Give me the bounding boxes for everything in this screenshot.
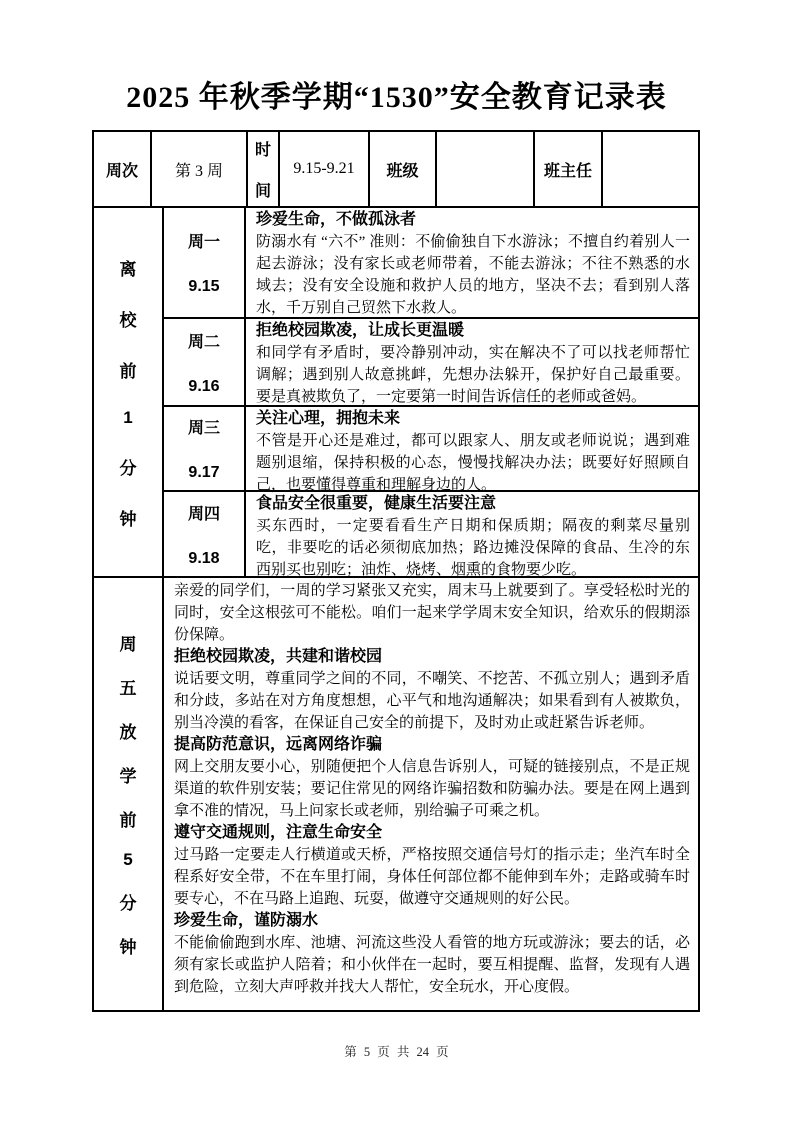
daily-rows	[164, 208, 698, 576]
table-row-wednesday	[164, 407, 698, 492]
page-number: 第 5 页 共 24 页	[344, 1045, 449, 1059]
day-date: 9.16	[188, 377, 220, 395]
vertical-label-char: 学	[119, 767, 137, 786]
friday-topic-body: 过马路一定要走人行横道或天桥，严格按照交通信号灯的指示走；坐汽车时全程系好安全带，不在车里打闹，身体任何部位都不能伸到车外；走路或骑车时要专心，不在马路上追跑、玩耍，做遵守交通规则的好公民。	[174, 847, 690, 907]
vertical-label-char: 时	[254, 142, 271, 159]
vertical-label-char: 校	[119, 310, 137, 330]
table-row-monday	[164, 208, 698, 319]
daily-side-label	[94, 208, 164, 576]
vertical-label-char: 1	[123, 407, 133, 427]
day-label: 周一	[187, 234, 220, 251]
day-date: 9.17	[188, 464, 220, 481]
head-teacher-label: 班主任	[535, 132, 603, 206]
friday-topic-heading: 拒绝校园欺凌，共建和谐校园	[174, 648, 383, 665]
topic-cell	[246, 319, 698, 405]
day-label: 周二	[187, 333, 220, 351]
page-title: 2025 年秋季学期“1530”安全教育记录表	[126, 81, 667, 114]
vertical-label-char: 五	[119, 679, 137, 698]
day-cell	[164, 319, 246, 405]
day-date: 9.15	[188, 278, 220, 295]
friday-topic-body: 网上交朋友要小心，别随便把个人信息告诉别人，可疑的链接别点，不是正规渠道的软件别安装；要记住常见的网络诈骗招数和防骗办法。要是在网上遇到拿不准的情况，马上问家长或老师，别给骗子可乘之机。	[174, 759, 690, 819]
friday-topic-body: 不能偷偷跑到水库、池塘、河流这些没人看管的地方玩或游泳；要去的话，必须有家长或监护人陪着；和小伙伴在一起时，要互相提醒、监督，发现有人遇到危险，立刻大声呼救并找大人帮忙，安全玩水，开心度假。	[174, 935, 690, 995]
vertical-label-char: 分	[119, 458, 137, 478]
vertical-label-char: 离	[119, 259, 137, 279]
friday-topic-heading: 提高防范意识，远离网络诈骗	[174, 736, 383, 753]
week-number-value: 第 3 周	[152, 132, 248, 206]
friday-side-label	[94, 578, 164, 1010]
vertical-label-char: 钟	[119, 509, 137, 529]
daily-section	[94, 208, 698, 578]
topic-cell	[246, 407, 698, 493]
day-cell	[164, 208, 246, 317]
day-label: 周三	[187, 420, 220, 437]
topic-heading: 拒绝校园欺凌，让成长更温暖	[256, 322, 465, 339]
friday-topic-heading: 珍爱生命，谨防溺水	[174, 912, 319, 929]
topic-body: 不管是开心还是难过，都可以跟家人、朋友或老师说说；遇到难题别退缩，保持积极的心态，慢慢找解决办法；既要好好照顾自己，也要懂得尊重和理解身边的人。	[256, 433, 690, 493]
class-label: 班级	[370, 132, 437, 206]
friday-intro: 亲爱的同学们，一周的学习紧张又充实，周末马上就要到了。享受轻松时光的同时，安全这根弦可不能松。咱们一起来学学周末安全知识，给欢乐的假期添份保障。	[174, 583, 690, 643]
friday-section	[94, 578, 698, 1010]
vertical-label-char: 5	[123, 850, 133, 869]
vertical-label-char: 分	[119, 894, 137, 913]
table-row-thursday	[164, 492, 698, 576]
time-label	[248, 132, 280, 206]
week-number-label: 周次	[94, 132, 152, 206]
day-label: 周四	[187, 505, 220, 523]
topic-cell	[246, 208, 698, 317]
topic-body: 买东西时，一定要看看生产日期和保质期；隔夜的剩菜尽量别吃，非要吃的话必须彻底加热；路边摊没保障的食品、生冷的东西别买也别吃；油炸、烧烤、烟熏的食物要少吃。	[256, 518, 690, 578]
topic-cell	[246, 492, 698, 576]
day-cell	[164, 492, 246, 576]
topic-heading: 关注心理，拥抱未来	[256, 410, 401, 427]
vertical-label-char: 前	[119, 361, 137, 381]
topic-heading: 珍爱生命，不做孤泳者	[256, 211, 417, 228]
class-value-empty-cell	[437, 132, 535, 206]
table-row-tuesday	[164, 319, 698, 407]
friday-topic-body: 说话要文明，尊重同学之间的不同，不嘲笑、不挖苦、不孤立别人；遇到矛盾和分歧，多站在对方角度想想，心平气和地沟通解决；如果看到有人被欺负，别当冷漠的看客，在保证自己安全的前提下，及时劝止或赶紧告诉老师。	[174, 671, 690, 731]
vertical-label-char: 周	[119, 635, 137, 654]
head-teacher-value-empty-cell	[603, 132, 698, 206]
table-header-row	[94, 132, 698, 208]
vertical-label-char: 间	[254, 183, 271, 200]
safety-record-table	[92, 130, 700, 1012]
vertical-label-char: 钟	[119, 938, 137, 957]
topic-body: 防溺水有 “六不” 准则：不偷偷独自下水游泳；不擅自约着别人一起去游泳；没有家长或老师带着，不能去游泳；不往不熟悉的水域去；没有安全设施和救护人员的地方，坚决不去；看到别人落水，千万别自己贸然下水救人。	[256, 234, 690, 316]
day-date: 9.18	[188, 549, 220, 567]
time-range-value: 9.15-9.21	[280, 132, 370, 206]
friday-content-cell	[164, 578, 698, 1010]
vertical-label-char: 放	[119, 723, 137, 742]
vertical-label-char: 前	[119, 811, 137, 830]
day-cell	[164, 407, 246, 490]
topic-heading: 食品安全很重要，健康生活要注意	[256, 495, 497, 512]
topic-body: 和同学有矛盾时，要冷静别冲动，实在解决不了可以找老师帮忙调解；遇到别人故意挑衅，先想办法躲开，保护好自己最重要。要是真被欺负了，一定要第一时间告诉信任的老师或爸妈。	[256, 345, 690, 405]
friday-topic-heading: 遵守交通规则，注意生命安全	[174, 824, 383, 841]
